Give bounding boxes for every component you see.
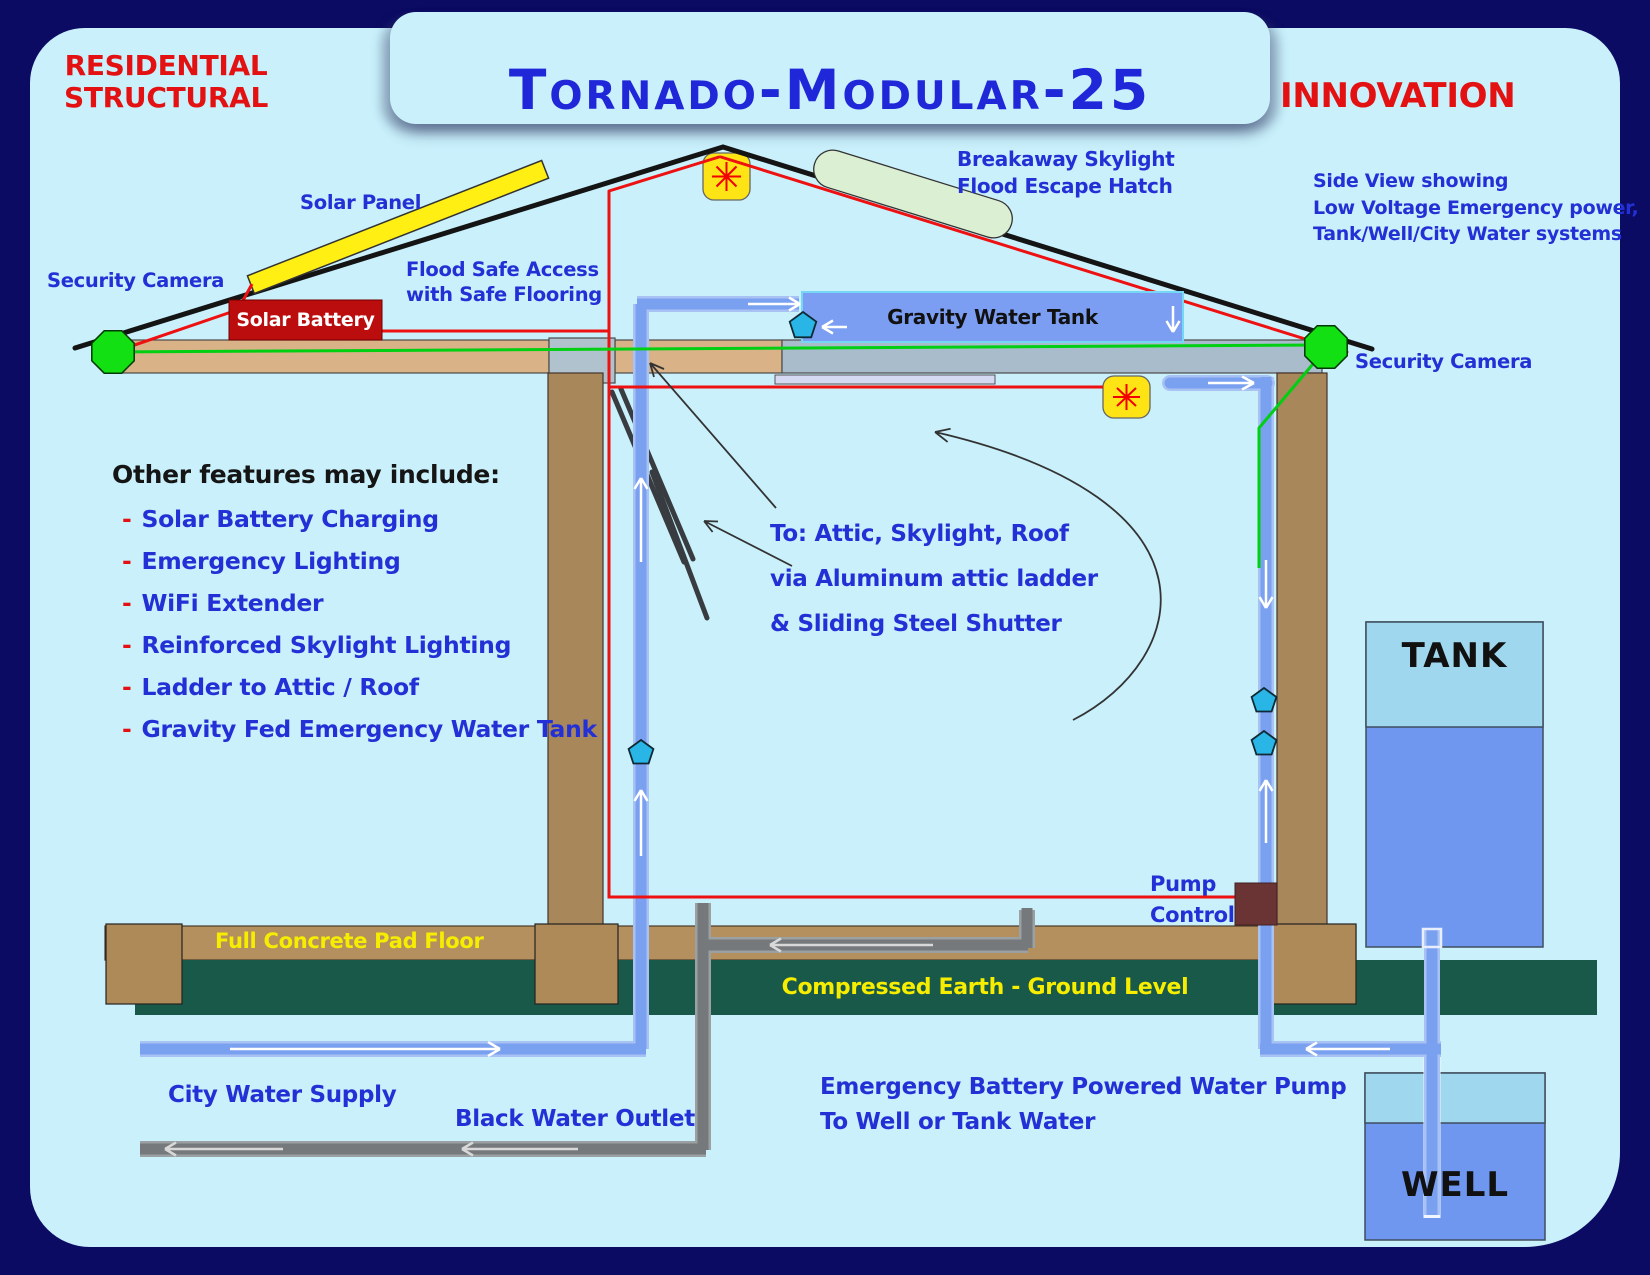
security-camera-left-icon (92, 331, 134, 373)
features-list (122, 505, 597, 757)
badge-line2: STRUCTURAL (63, 81, 269, 114)
list-item (122, 673, 597, 701)
badge-line1: RESIDENTIAL (64, 49, 268, 82)
features-title: Other features may include: (112, 460, 500, 489)
concrete-pad-label: Full Concrete Pad Floor (215, 929, 484, 953)
item-dash: - (122, 505, 132, 533)
right-wall (1277, 373, 1327, 926)
attic-access-note (770, 512, 1098, 647)
item-dash: - (122, 673, 132, 701)
page-title: Tornado-Modular-25 (508, 58, 1152, 122)
badge-innovation: INNOVATION (1280, 76, 1516, 116)
side-view-note (1313, 168, 1638, 248)
breakaway-skylight-label (957, 146, 1175, 200)
emergency-pump-note (820, 1070, 1346, 1140)
list-item (122, 715, 597, 743)
badge-residential-structural (58, 50, 274, 114)
item-dash: - (122, 589, 132, 617)
item-label: Solar Battery Charging (141, 505, 439, 533)
solar-battery-label: Solar Battery (236, 309, 375, 331)
attic-note-line1: To: Attic, Skylight, Roof (770, 521, 1069, 547)
well (1365, 1073, 1545, 1240)
list-item (122, 631, 597, 659)
item-dash: - (122, 547, 132, 575)
side-note-line2: Low Voltage Emergency power, (1313, 196, 1639, 219)
list-item (122, 505, 597, 533)
side-note-line3: Tank/Well/City Water systems (1313, 223, 1622, 246)
solar-panel-label: Solar Panel (300, 191, 422, 214)
tank-label: TANK (1401, 636, 1508, 676)
item-dash: - (122, 631, 132, 659)
pump-control-label-line1: Pump (1150, 872, 1217, 896)
breakaway-line2: Flood Escape Hatch (957, 174, 1173, 198)
gravity-water-tank-label: Gravity Water Tank (887, 305, 1098, 329)
item-label: Emergency Lighting (141, 547, 401, 575)
item-label: WiFi Extender (141, 589, 324, 617)
flood-safe-access-label (406, 258, 602, 307)
security-camera-right-icon (1305, 326, 1347, 368)
flood-safe-line1: Flood Safe Access (406, 258, 599, 281)
emergency-line1: Emergency Battery Powered Water Pump (820, 1074, 1347, 1100)
valve-riser (629, 740, 654, 764)
city-water-label: City Water Supply (168, 1082, 397, 1108)
pump-control-label-line2: Control (1150, 903, 1235, 927)
attic-ladder (612, 389, 707, 618)
pump-control-box (1235, 883, 1277, 925)
side-note-line1: Side View showing (1313, 170, 1509, 192)
walls (548, 373, 1327, 926)
attic-note-line3: & Sliding Steel Shutter (770, 611, 1062, 637)
attic-note-line2: via Aluminum attic ladder (770, 566, 1098, 592)
flood-safe-line2: with Safe Flooring (406, 282, 602, 306)
well-label: WELL (1400, 1165, 1510, 1205)
security-camera-right-label: Security Camera (1355, 350, 1533, 373)
breakaway-line1: Breakaway Skylight (957, 147, 1175, 171)
security-camera-left-label: Security Camera (47, 269, 225, 292)
skylight-icon-attic (1103, 376, 1150, 418)
black-water-label: Black Water Outlet (455, 1106, 695, 1132)
list-item (122, 547, 597, 575)
item-label: Ladder to Attic / Roof (141, 673, 419, 701)
item-dash: - (122, 715, 132, 743)
item-label: Gravity Fed Emergency Water Tank (141, 715, 597, 743)
ground-level-label: Compressed Earth - Ground Level (781, 975, 1189, 1000)
emergency-line2: To Well or Tank Water (820, 1109, 1096, 1135)
list-item (122, 589, 597, 617)
item-label: Reinforced Skylight Lighting (141, 631, 512, 659)
sliding-steel-shutter (775, 375, 995, 384)
